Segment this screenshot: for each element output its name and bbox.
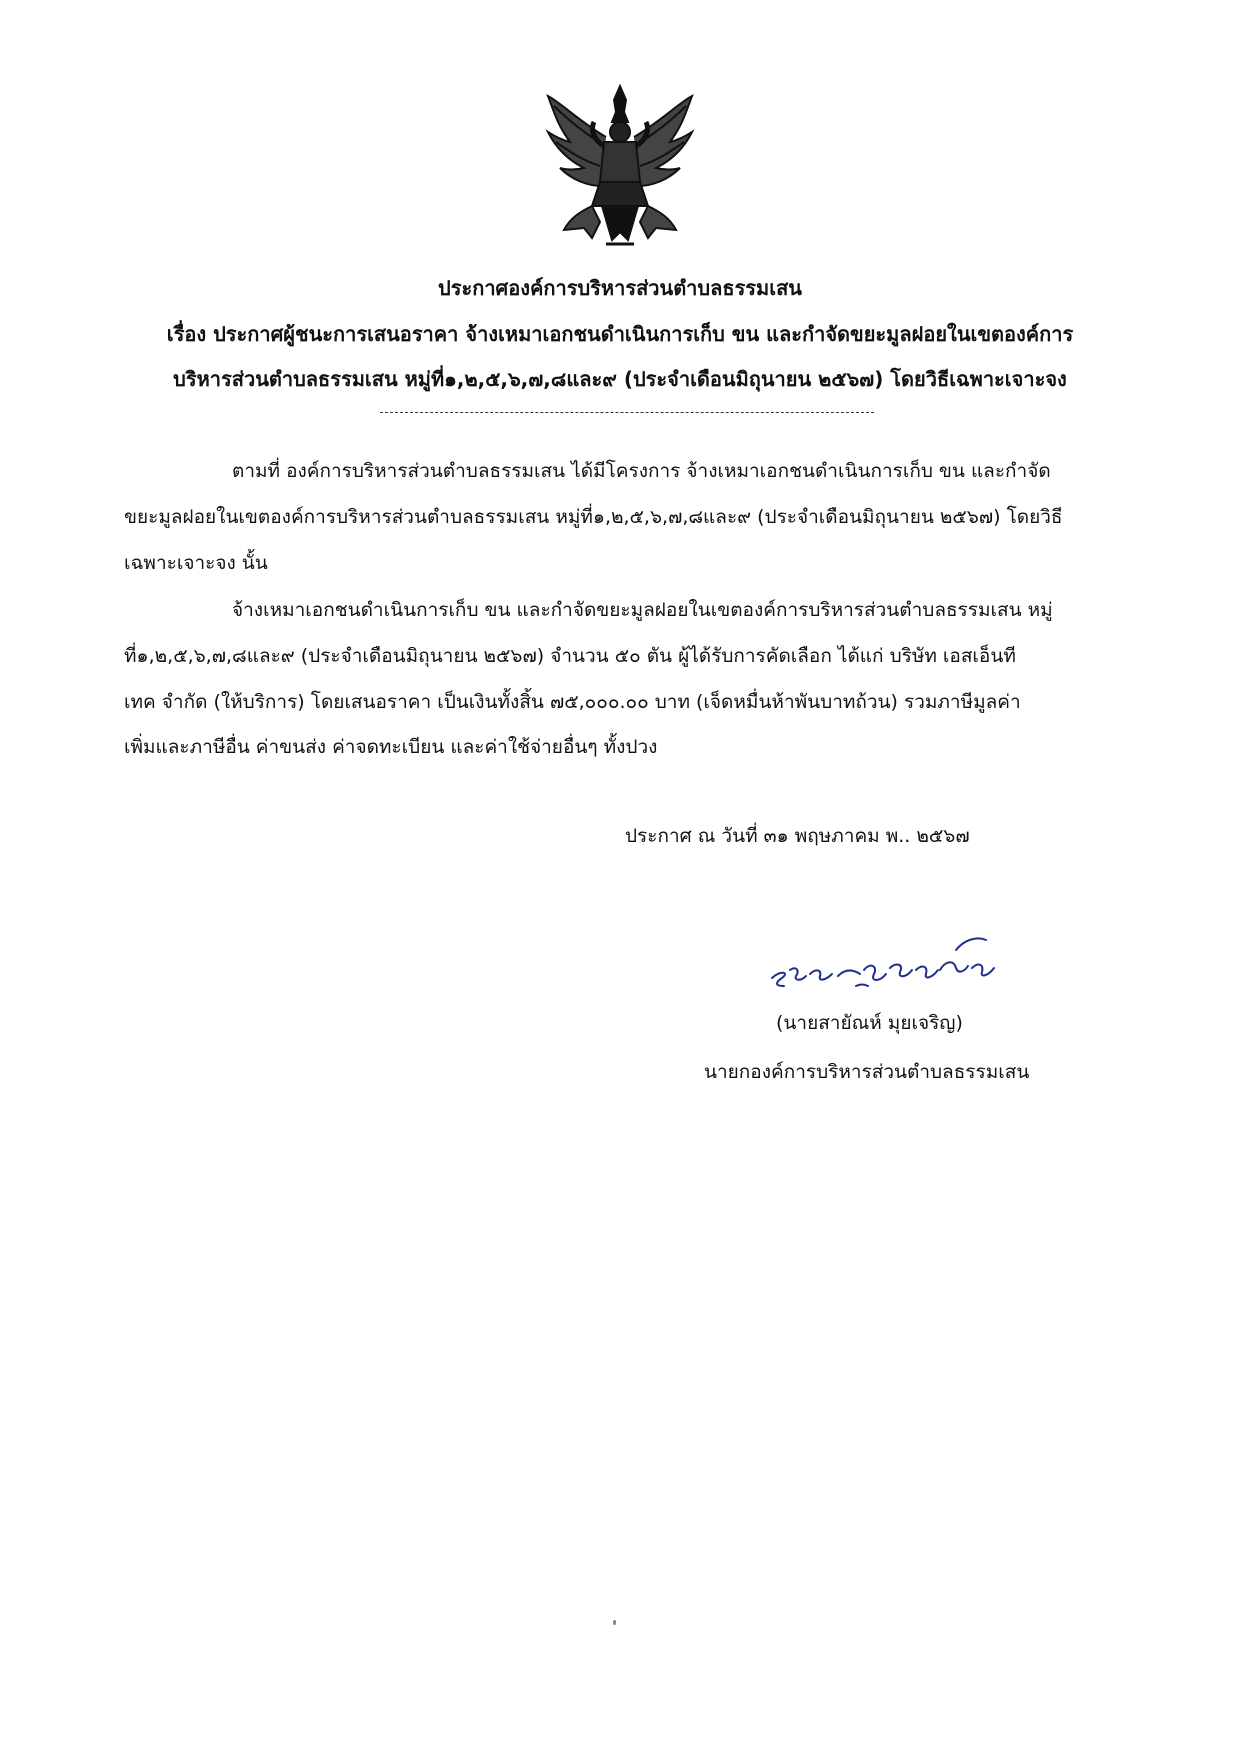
subject-line-2: บริหารส่วนตำบลธรรมเสน หมู่ที่๑,๒,๕,๖,๗,๘และ๙ (ประจำเดือนมิถุนายน ๒๕๖๗) โดยวิธีเฉพาะเจาะจง [173,367,1067,391]
paragraph-1-line-1: ตามที่ องค์การบริหารส่วนตำบลธรรมเสน ได้มีโครงการ จ้างเหมาเอกชนดำเนินการเก็บ ขน และกำจัด [232,460,1051,482]
scan-speck [613,1620,616,1625]
subject-line-1: เรื่อง ประกาศผู้ชนะการเสนอราคา จ้างเหมาเอกชนดำเนินการเก็บ ขน และกำจัดขยะมูลฝอยในเขตองค์การ [166,322,1074,346]
signature-icon [760,920,1030,1000]
announcement-date: ประกาศ ณ วันที่ ๓๑ พฤษภาคม พ.. ๒๕๖๗ [625,825,970,847]
announcement-title: ประกาศองค์การบริหารส่วนตำบลธรรมเสน [438,276,802,300]
signer-name: (นายสายัณห์ มุยเจริญ) [776,1012,963,1034]
divider [380,412,874,413]
paragraph-1-line-2: ขยะมูลฝอยในเขตองค์การบริหารส่วนตำบลธรรมเสน หมู่ที่๑,๒,๕,๖,๗,๘และ๙ (ประจำเดือนมิถุนายน ๒๕๖๗) โดยวิธี [124,506,1063,528]
paragraph-2-line-4: เพิ่มและภาษีอื่น ค่าขนส่ง ค่าจดทะเบียน และค่าใช้จ่ายอื่นๆ ทั้งปวง [124,736,658,758]
paragraph-2-line-2: ที่๑,๒,๕,๖,๗,๘และ๙ (ประจำเดือนมิถุนายน ๒๕๖๗) จำนวน ๕๐ ตัน ผู้ได้รับการคัดเลือก ได้แก่ บริษัท เอสเอ็นที [124,645,1016,667]
signer-position: นายกองค์การบริหารส่วนตำบลธรรมเสน [704,1061,1030,1083]
paragraph-2-line-1: จ้างเหมาเอกชนดำเนินการเก็บ ขน และกำจัดขยะมูลฝอยในเขตองค์การบริหารส่วนตำบลธรรมเสน หมู่ [232,599,1053,621]
paragraph-1-line-3: เฉพาะเจาะจง นั้น [124,552,268,574]
paragraph-2-line-3: เทค จำกัด (ให้บริการ) โดยเสนอราคา เป็นเงินทั้งสิ้น ๗๕,๐๐๐.๐๐ บาท (เจ็ดหมื่นห้าพันบาทถ้วน) รวมภาษีมูลค่า [124,691,1021,713]
garuda-emblem-icon [540,82,700,252]
